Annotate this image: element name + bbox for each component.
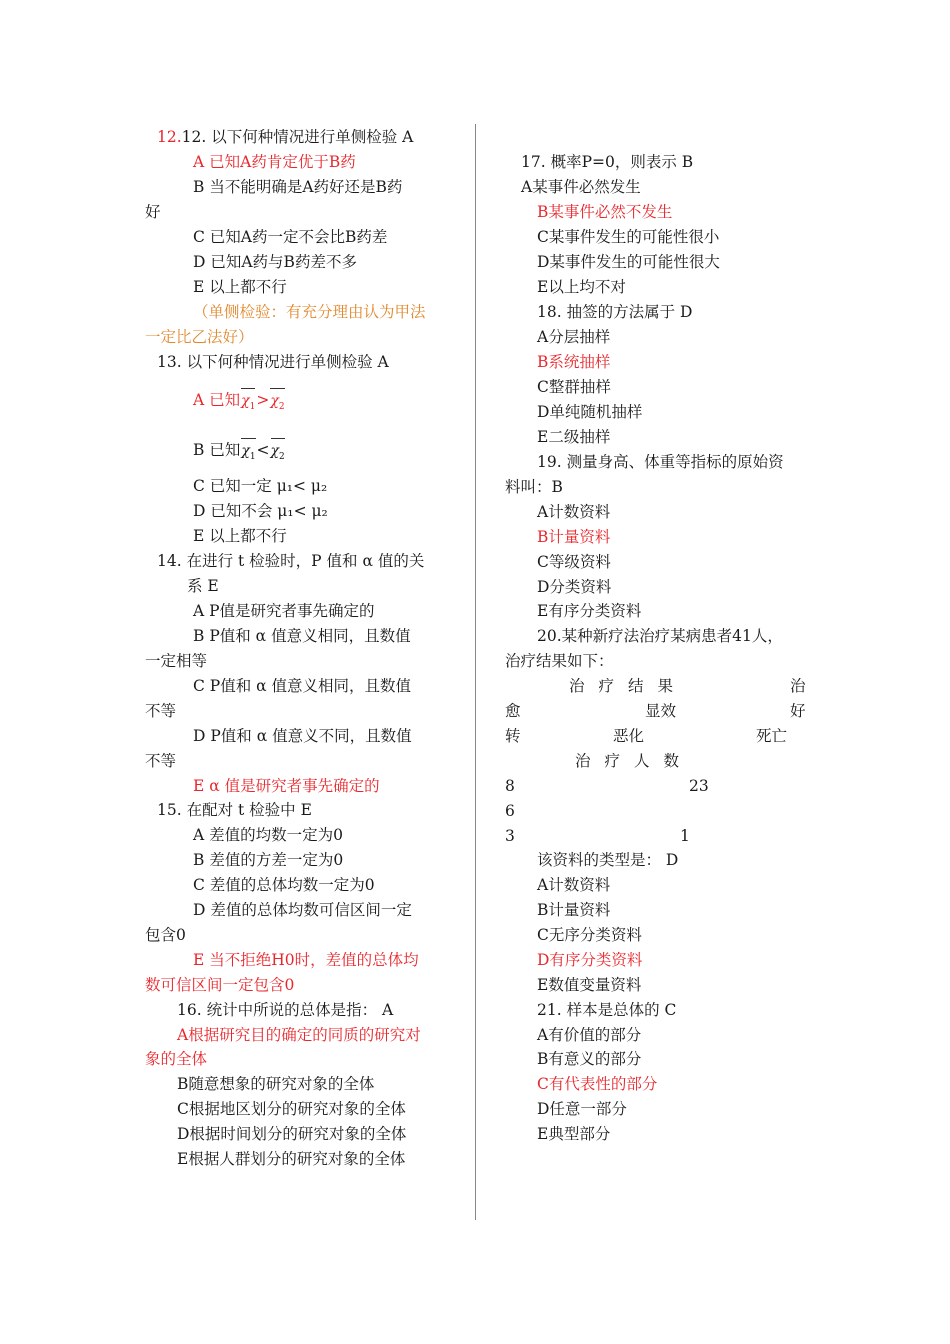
q16-option-d: D根据时间划分的研究对象的全体: [177, 1125, 407, 1143]
q19-stem-cont: 料叫：B: [505, 478, 563, 496]
q21-option-a: A有价值的部分: [537, 1026, 642, 1044]
column-divider: [475, 124, 476, 1220]
q12-option-b: B 当不能明确是A药好还是B药: [193, 178, 403, 196]
q20-table-xianxiao: 显效: [645, 702, 677, 720]
q14-option-c-cont: 不等: [145, 702, 177, 720]
q12-option-a: A 已知A药肯定优于B药: [193, 153, 356, 171]
q13-option-e: E 以上都不行: [193, 527, 287, 545]
q12-option-e: E 以上都不行: [193, 278, 287, 296]
q14-option-b: B P值和 α 值意义相同，且数值: [193, 627, 411, 645]
q18-option-c: C整群抽样: [537, 378, 611, 396]
q12-stem: [157, 127, 413, 147]
q17-stem: 17. 概率P=0，则表示 B: [521, 153, 694, 171]
q19-option-c: C等级资料: [537, 553, 611, 571]
q13-option-d: D 已知不会 μ₁< μ₂: [193, 502, 328, 520]
q15-option-c: C 差值的总体均数一定为0: [193, 876, 375, 894]
q16-option-e: E根据人群划分的研究对象的全体: [177, 1150, 406, 1168]
q13-option-a: [193, 388, 286, 417]
q20-table-hao: 好: [790, 702, 806, 720]
q16-option-a: A根据研究目的确定的同质的研究对: [177, 1026, 421, 1044]
q18-option-d: D单纯随机抽样: [537, 403, 643, 421]
q13-stem: 13. 以下何种情况进行单侧检验 A: [157, 353, 389, 371]
q12-option-b-cont: 好: [145, 203, 161, 221]
q15-option-e-cont: 数可信区间一定包含0: [145, 976, 295, 994]
q20-table-zhi: 治: [790, 677, 806, 695]
q20-option-b: B计量资料: [537, 901, 611, 919]
q13-a-operator: >: [256, 391, 270, 409]
x-bar-1: $\chi_1$: [241, 388, 255, 417]
q13-option-c: C 已知一定 μ₁< μ₂: [193, 477, 328, 495]
q14-stem-cont: 系 E: [187, 577, 219, 595]
q19-option-d: D分类资料: [537, 578, 612, 596]
q20-count-2: 23: [689, 777, 709, 795]
q19-option-a: A计数资料: [537, 503, 611, 521]
q14-option-b-cont: 一定相等: [145, 652, 208, 670]
q20-count-4: 3: [505, 827, 515, 845]
q20-option-a: A计数资料: [537, 876, 611, 894]
q18-option-a: A分层抽样: [537, 328, 611, 346]
q16-option-c: C根据地区划分的研究对象的全体: [177, 1100, 406, 1118]
x-bar-1b: $\chi_1$: [241, 438, 255, 467]
q15-option-e: E 当不拒绝H0时，差值的总体均: [193, 951, 419, 969]
q19-stem: 19. 测量身高、体重等指标的原始资: [537, 453, 784, 471]
q14-option-e: E α 值是研究者事先确定的: [193, 777, 380, 795]
q20-count-3: 6: [505, 802, 515, 820]
q20-table-yu: 愈: [505, 702, 521, 720]
q15-option-d-cont: 包含0: [145, 926, 186, 944]
q17-option-c: C某事件发生的可能性很小: [537, 228, 720, 246]
q15-option-b: B 差值的方差一定为0: [193, 851, 344, 869]
q17-option-a: A某事件必然发生: [521, 178, 641, 196]
q12-number: 12.: [157, 128, 182, 146]
q19-option-e: E有序分类资料: [537, 602, 642, 620]
q14-stem: 14. 在进行 t 检验时，P 值和 α 值的关: [157, 552, 425, 570]
q20-table-zhuan: 转: [505, 727, 521, 745]
q15-option-a: A 差值的均数一定为0: [193, 826, 343, 844]
q12-note-cont: 一定比乙法好）: [145, 328, 254, 346]
q20-count-1: 8: [505, 777, 515, 795]
q13-a-label: A 已知: [193, 391, 241, 409]
q21-option-d: D任意一部分: [537, 1100, 627, 1118]
q21-stem: 21. 样本是总体的 C: [537, 1001, 677, 1019]
x-bar-2: $\chi_2$: [270, 388, 284, 417]
q15-option-d: D 差值的总体均数可信区间一定: [193, 901, 412, 919]
q17-option-b: B某事件必然不发生: [537, 203, 673, 221]
q20-option-e: E数值变量资料: [537, 976, 642, 994]
q16-option-a-cont: 象的全体: [145, 1050, 208, 1068]
q20-table-count-header: 治疗人数: [575, 752, 694, 770]
q17-option-d: D某事件发生的可能性很大: [537, 253, 720, 271]
q14-option-a: A P值是研究者事先确定的: [193, 602, 375, 620]
q12-note: （单侧检验：有充分理由认为甲法: [193, 303, 426, 321]
q14-option-d-cont: 不等: [145, 752, 177, 770]
q15-stem: 15. 在配对 t 检验中 E: [157, 801, 312, 819]
q20-table-siwang: 死亡: [756, 727, 788, 745]
q18-stem: 18. 抽签的方法属于 D: [537, 303, 693, 321]
q20-table-ehua: 恶化: [613, 727, 645, 745]
q21-option-c: C有代表性的部分: [537, 1075, 658, 1093]
q12-option-c: C 已知A药一定不会比B药差: [193, 228, 388, 246]
q20-option-c: C无序分类资料: [537, 926, 642, 944]
q14-option-c: C P值和 α 值意义相同，且数值: [193, 677, 412, 695]
q16-stem: 16. 统计中所说的总体是指： A: [177, 1001, 394, 1019]
q20-stem-cont: 治疗结果如下：: [505, 652, 614, 670]
q12-option-d: D 已知A药与B药差不多: [193, 253, 357, 271]
q19-option-b: B计量资料: [537, 528, 611, 546]
q14-option-d: D P值和 α 值意义不同，且数值: [193, 727, 412, 745]
q21-option-b: B有意义的部分: [537, 1050, 642, 1068]
q12-stem-text: 12. 以下何种情况进行单侧检验 A: [181, 128, 414, 146]
q20-table-header: 治疗结果: [569, 677, 688, 695]
q21-option-e: E典型部分: [537, 1125, 611, 1143]
q20-stem: 20.某种新疗法治疗某病患者41人，: [537, 627, 783, 645]
q13-option-b: [193, 438, 286, 467]
q13-b-label: B 已知: [193, 441, 241, 459]
q20-count-5: 1: [680, 827, 690, 845]
q20-type-question: 该资料的类型是： D: [537, 851, 679, 869]
q13-b-operator: <: [256, 441, 270, 459]
q18-option-e: E二级抽样: [537, 428, 611, 446]
q17-option-e: E以上均不对: [537, 278, 626, 296]
q16-option-b: B随意想象的研究对象的全体: [177, 1075, 375, 1093]
q18-option-b: B系统抽样: [537, 353, 611, 371]
x-bar-2b: $\chi_2$: [271, 438, 285, 467]
q20-option-d: D有序分类资料: [537, 951, 643, 969]
